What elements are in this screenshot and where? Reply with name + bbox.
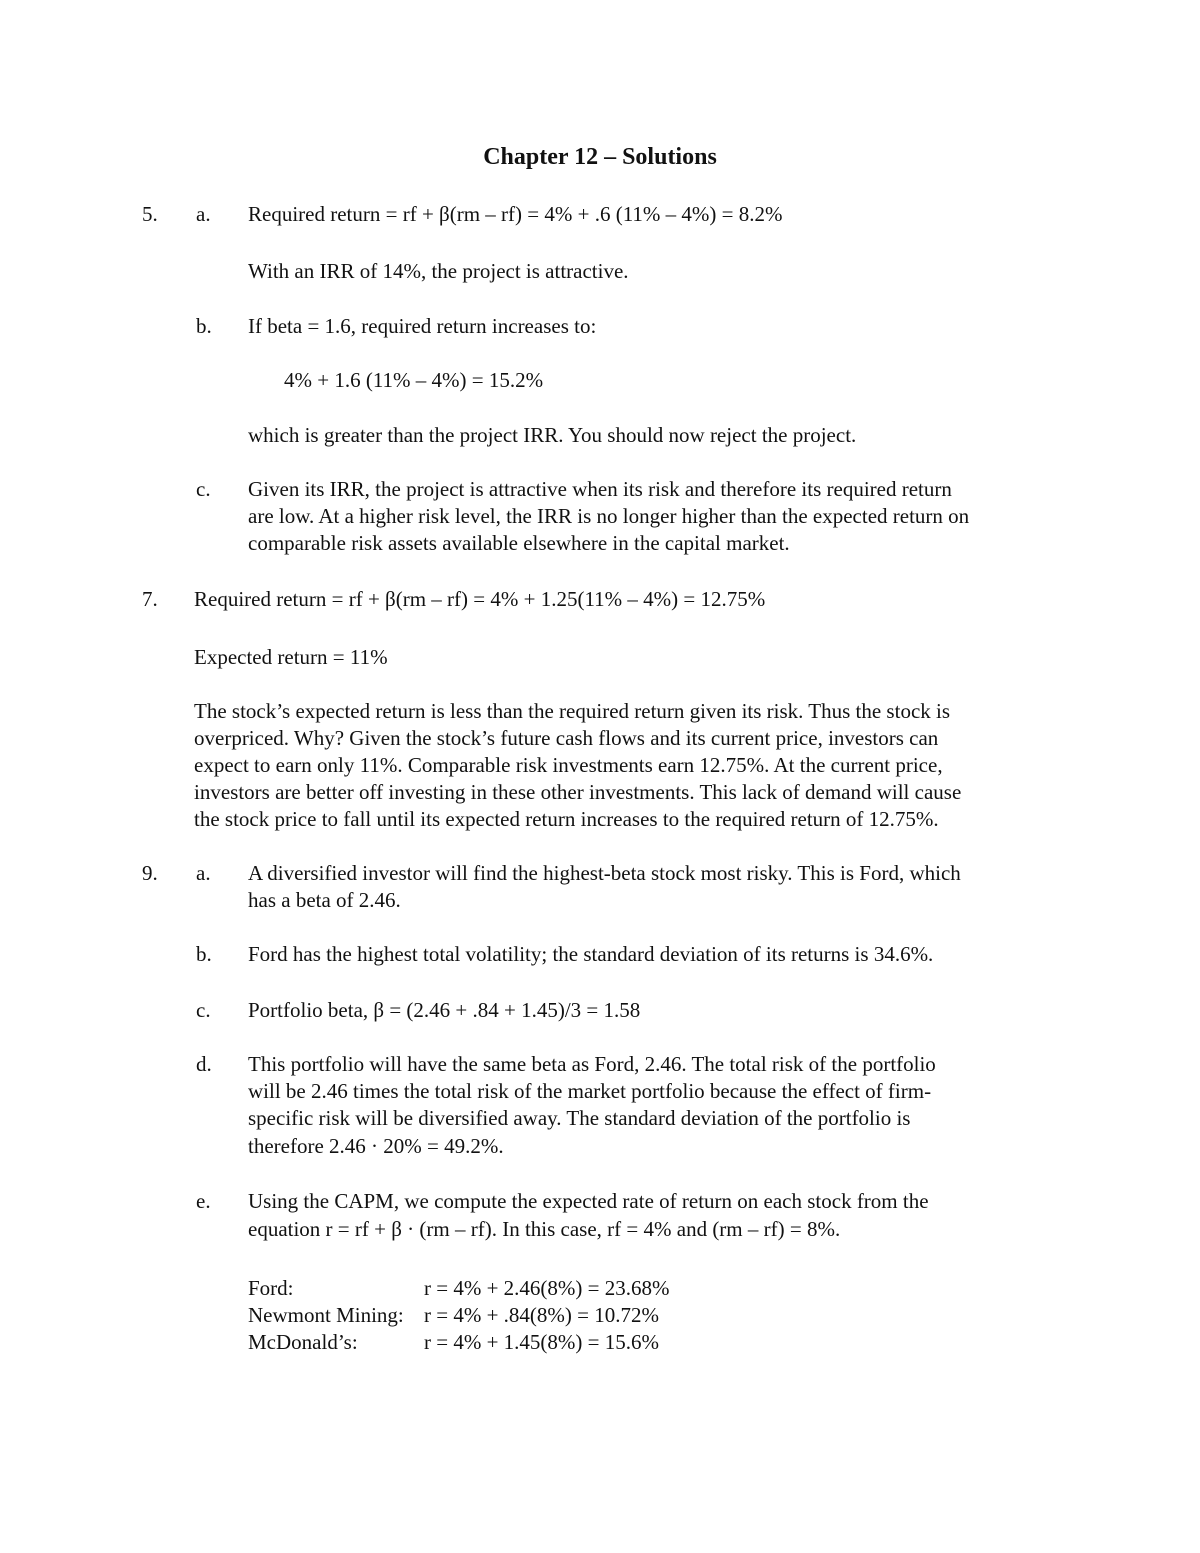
stock-calc-mcdonalds: r = 4% + 1.45(8%) = 15.6% bbox=[424, 1330, 659, 1354]
q5c-line-1: Given its IRR, the project is attractive when its risk and therefore its required return bbox=[248, 477, 952, 501]
stock-name-mcdonalds: McDonald’s: bbox=[248, 1330, 358, 1354]
q9a-label: a. bbox=[196, 861, 211, 885]
q9b-line-1: Ford has the highest total volatility; the standard deviation of its returns is 34.6%. bbox=[248, 942, 934, 966]
q7-paragraph-line-2: overpriced. Why? Given the stock’s future cash flows and its current price, investors can bbox=[194, 726, 939, 750]
q7-expected-return: Expected return = 11% bbox=[194, 645, 388, 669]
q9b-label: b. bbox=[196, 942, 212, 966]
q5a-equation: Required return = rf + β(rm – rf) = 4% + .6 (11% – 4%) = 8.2% bbox=[248, 202, 783, 226]
stock-name-ford: Ford: bbox=[248, 1276, 294, 1300]
q7-paragraph-line-4: investors are better off investing in these other investments. This lack of demand will cause bbox=[194, 780, 962, 804]
q5a-label: a. bbox=[196, 202, 211, 226]
q7-paragraph-line-3: expect to earn only 11%. Comparable risk investments earn 12.75%. At the current price, bbox=[194, 753, 943, 777]
q5c-line-2: are low. At a higher risk level, the IRR is no longer higher than the expected return on bbox=[248, 504, 970, 528]
q5b-equation: 4% + 1.6 (11% – 4%) = 15.2% bbox=[284, 368, 544, 392]
q9d-line-4: therefore 2.46 · 20% = 49.2%. bbox=[248, 1134, 504, 1158]
q5c-line-3: comparable risk assets available elsewhere in the capital market. bbox=[248, 531, 790, 555]
q9d-label: d. bbox=[196, 1052, 212, 1076]
q9c-label: c. bbox=[196, 998, 211, 1022]
q9a-line-1: A diversified investor will find the highest-beta stock most risky. This is Ford, which bbox=[248, 861, 961, 885]
stock-calc-newmont: r = 4% + .84(8%) = 10.72% bbox=[424, 1303, 659, 1327]
q7-paragraph-line-5: the stock price to fall until its expected return increases to the required return of 12.75%. bbox=[194, 807, 939, 831]
q9a-line-2: has a beta of 2.46. bbox=[248, 888, 401, 912]
q9d-line-2: will be 2.46 times the total risk of the market portfolio because the effect of firm- bbox=[248, 1079, 932, 1103]
question-7-number: 7. bbox=[142, 587, 158, 611]
page-title: Chapter 12 – Solutions bbox=[483, 144, 717, 170]
q9c-line-1: Portfolio beta, β = (2.46 + .84 + 1.45)/3 = 1.58 bbox=[248, 998, 641, 1022]
stock-name-newmont: Newmont Mining: bbox=[248, 1303, 404, 1327]
q9e-label: e. bbox=[196, 1189, 211, 1213]
q7-equation: Required return = rf + β(rm – rf) = 4% + 1.25(11% – 4%) = 12.75% bbox=[194, 587, 766, 611]
q9e-line-1: Using the CAPM, we compute the expected rate of return on each stock from the bbox=[248, 1189, 929, 1213]
q5c-label: c. bbox=[196, 477, 211, 501]
q7-paragraph-line-1: The stock’s expected return is less than the required return given its risk. Thus the stock is bbox=[194, 699, 951, 723]
q9d-line-3: specific risk will be diversified away. The standard deviation of the portfolio is bbox=[248, 1106, 911, 1130]
question-5-number: 5. bbox=[142, 202, 158, 226]
q5b-conclusion: which is greater than the project IRR. You should now reject the project. bbox=[248, 423, 857, 447]
stock-calc-ford: r = 4% + 2.46(8%) = 23.68% bbox=[424, 1276, 670, 1300]
question-9-number: 9. bbox=[142, 861, 158, 885]
q5b-intro: If beta = 1.6, required return increases to: bbox=[248, 314, 597, 338]
q5b-label: b. bbox=[196, 314, 212, 338]
q9d-line-1: This portfolio will have the same beta as Ford, 2.46. The total risk of the portfolio bbox=[248, 1052, 936, 1076]
q9e-line-2: equation r = rf + β · (rm – rf). In this case, rf = 4% and (rm – rf) = 8%. bbox=[248, 1217, 841, 1241]
q5a-conclusion: With an IRR of 14%, the project is attractive. bbox=[248, 259, 629, 283]
